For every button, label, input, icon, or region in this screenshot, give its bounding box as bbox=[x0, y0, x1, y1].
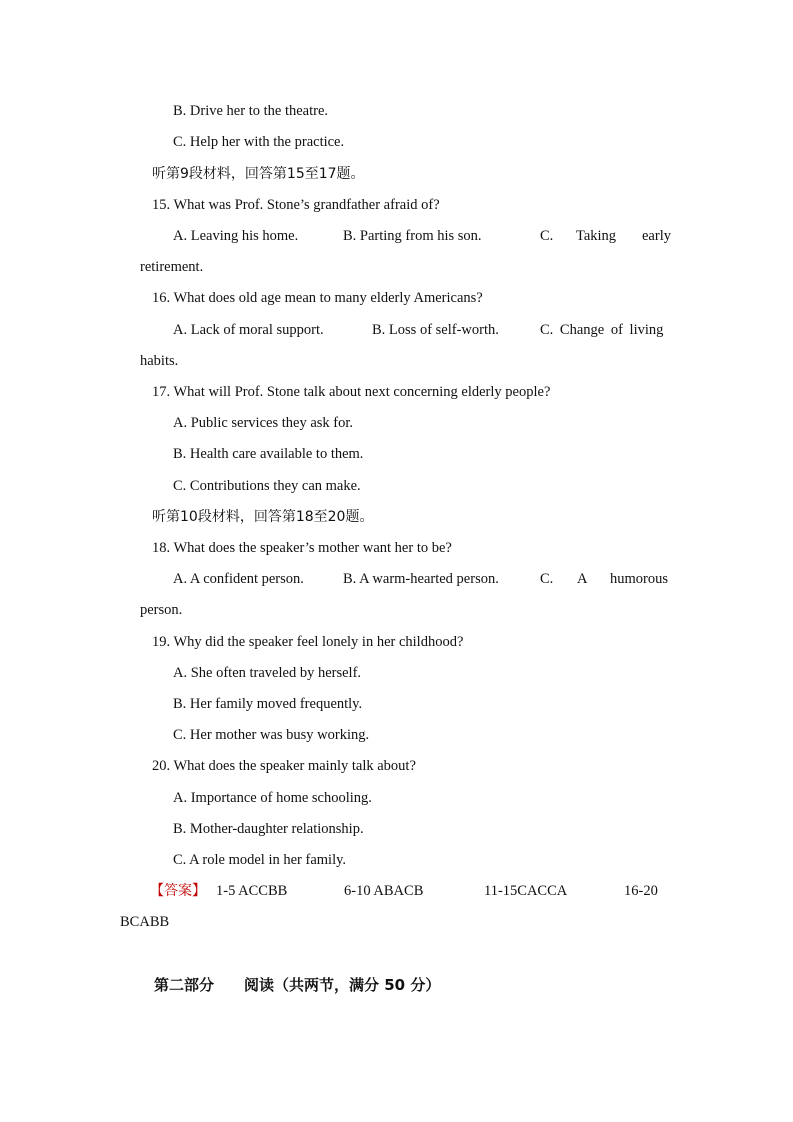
part-2-title: 第二部分 bbox=[154, 976, 215, 994]
question-18: 18. What does the speaker’s mother want her to be? bbox=[152, 540, 452, 556]
option-16a: A. Lack of moral support. bbox=[173, 322, 324, 338]
option-16c-continuation: habits. bbox=[140, 353, 179, 369]
option-16b: B. Loss of self-worth. bbox=[372, 322, 499, 338]
option-15c-word2: early bbox=[642, 228, 671, 244]
question-16: 16. What does old age mean to many elderly Americans? bbox=[152, 290, 483, 306]
question-19: 19. Why did the speaker feel lonely in her childhood? bbox=[152, 634, 464, 650]
part-2-subtitle: 阅读（共两节，满分 50 分） bbox=[244, 976, 441, 994]
option-15c-word1: Taking bbox=[576, 228, 617, 244]
option-18c-letter: C. bbox=[540, 571, 554, 587]
option-15b: B. Parting from his son. bbox=[343, 228, 482, 244]
option-18c-continuation: person. bbox=[140, 602, 183, 618]
answer-group-3: 11-15CACCA bbox=[484, 883, 568, 899]
section-9-instruction: 听第9段材料，回答第15至17题。 bbox=[152, 166, 365, 182]
option-18c-word2: humorous bbox=[610, 571, 668, 587]
option-17b: B. Health care available to them. bbox=[173, 446, 364, 462]
option-18c-word1: A bbox=[577, 571, 588, 587]
option-20b: B. Mother-daughter relationship. bbox=[173, 821, 364, 837]
option-14b: B. Drive her to the theatre. bbox=[173, 103, 329, 119]
answer-group-1: 1-5 ACCBB bbox=[216, 883, 288, 899]
option-15c-letter: C. bbox=[540, 228, 554, 244]
option-17a: A. Public services they ask for. bbox=[173, 415, 354, 431]
option-19a: A. She often traveled by herself. bbox=[173, 665, 362, 681]
question-17: 17. What will Prof. Stone talk about next concerning elderly people? bbox=[152, 384, 551, 400]
option-15a: A. Leaving his home. bbox=[173, 228, 299, 244]
option-19b: B. Her family moved frequently. bbox=[173, 696, 363, 712]
section-10-instruction: 听第10段材料，回答第18至20题。 bbox=[152, 509, 374, 525]
option-15c-continuation: retirement. bbox=[140, 259, 204, 275]
option-18a: A. A confident person. bbox=[173, 571, 304, 587]
option-16c: C. Change of living bbox=[540, 322, 664, 338]
option-20c: C. A role model in her family. bbox=[173, 852, 347, 868]
answer-continuation: BCABB bbox=[120, 914, 170, 930]
option-19c: C. Her mother was busy working. bbox=[173, 727, 370, 743]
answer-tag: 【答案】 bbox=[150, 883, 206, 899]
option-18b: B. A warm-hearted person. bbox=[343, 571, 499, 587]
option-20a: A. Importance of home schooling. bbox=[173, 790, 372, 806]
option-14c: C. Help her with the practice. bbox=[173, 134, 345, 150]
option-17c: C. Contributions they can make. bbox=[173, 478, 361, 494]
question-15: 15. What was Prof. Stone’s grandfather afraid of? bbox=[152, 197, 440, 213]
answer-group-4: 16-20 bbox=[624, 883, 658, 899]
answer-group-2: 6-10 ABACB bbox=[344, 883, 424, 899]
question-20: 20. What does the speaker mainly talk about? bbox=[152, 758, 416, 774]
